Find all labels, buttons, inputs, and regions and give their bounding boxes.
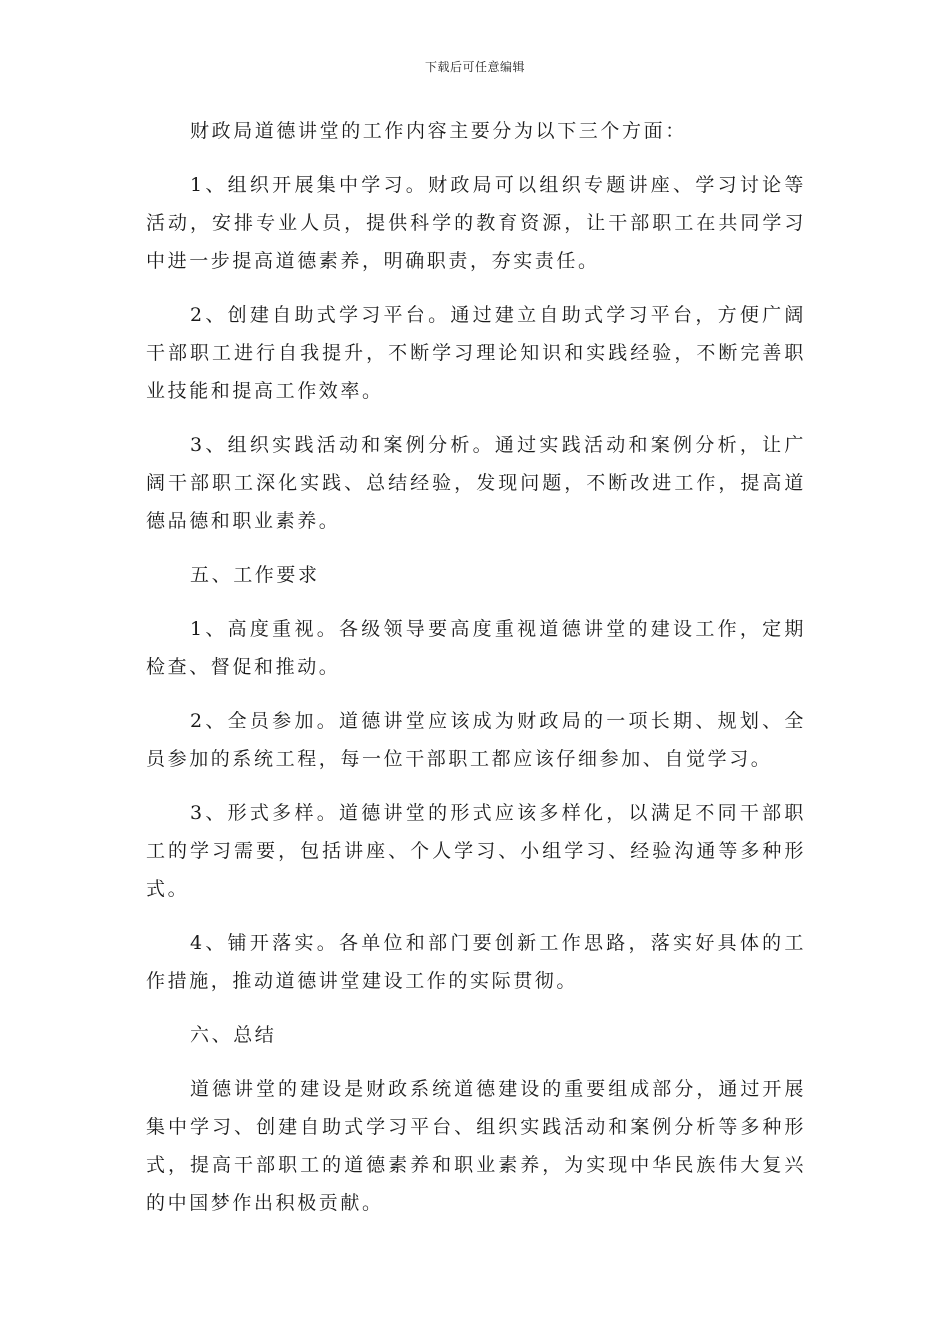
item-3-paragraph: 3、组织实践活动和案例分析。通过实践活动和案例分析，让广阔干部职工深化实践、总结经验，发现问题，不断改进工作，提高道德品德和职业素养。 [146,434,806,532]
requirement-2-paragraph: 2、全员参加。道德讲堂应该成为财政局的一项长期、规划、全员参加的系统工程，每一位干部职工都应该仔细参加、自觉学习。 [146,710,806,770]
summary-paragraph: 道德讲堂的建设是财政系统道德建设的重要组成部分，通过开展集中学习、创建自助式学习平台、组织实践活动和案例分析等多种形式，提高干部职工的道德素养和职业素养，为实现中华民族伟大复兴的中国梦作出积极贡献。 [146,1078,806,1214]
requirement-4-paragraph: 4、铺开落实。各单位和部门要创新工作思路，落实好具体的工作措施，推动道德讲堂建设工作的实际贯彻。 [146,932,806,992]
requirement-1-paragraph: 1、高度重视。各级领导要高度重视道德讲堂的建设工作，定期检查、督促和推动。 [146,618,806,678]
section-6-heading: 六、总结 [190,1024,277,1046]
requirement-3-paragraph: 3、形式多样。道德讲堂的形式应该多样化，以满足不同干部职工的学习需要，包括讲座、个人学习、小组学习、经验沟通等多种形式。 [146,802,806,900]
document-body [146,112,806,1238]
section-5-heading: 五、工作要求 [190,564,320,586]
item-2-paragraph: 2、创建自助式学习平台。通过建立自助式学习平台，方便广阔干部职工进行自我提升，不断学习理论知识和实践经验，不断完善职业技能和提高工作效率。 [146,304,806,402]
item-1-paragraph: 1、组织开展集中学习。财政局可以组织专题讲座、学习讨论等活动，安排专业人员，提供科学的教育资源，让干部职工在共同学习中进一步提高道德素养，明确职责，夯实责任。 [146,174,806,272]
header-note: 下载后可任意编辑 [424,60,525,74]
intro-paragraph: 财政局道德讲堂的工作内容主要分为以下三个方面： [190,120,687,142]
